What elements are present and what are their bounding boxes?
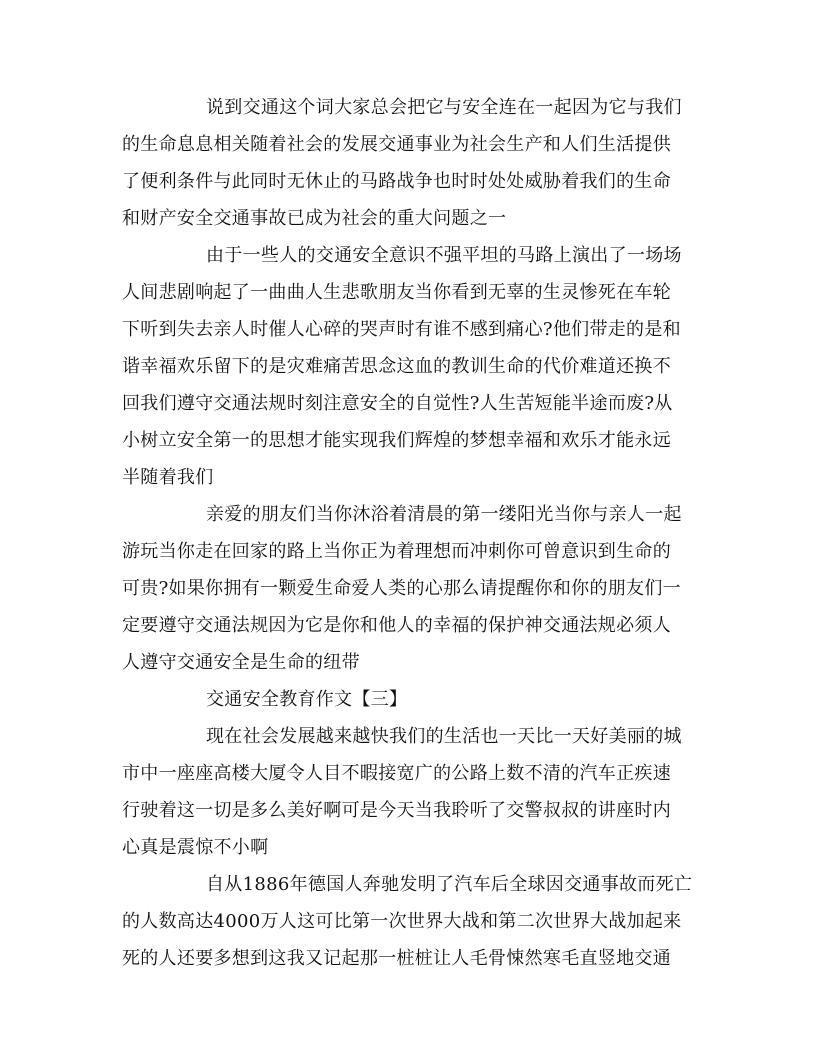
text-line: 定要遵守交通法规因为它是你和他人的幸福的保护神交通法规必须人 bbox=[122, 615, 671, 636]
text-line: 的生命息息相关随着社会的发展交通事业为社会生产和人们生活提供 bbox=[122, 134, 671, 155]
text-line: 由于一些人的交通安全意识不强平坦的马路上演出了一场场 bbox=[206, 245, 682, 266]
text-line: 谐幸福欢乐留下的是灾难痛苦思念这血的教训生命的代价难道还换不 bbox=[122, 356, 671, 377]
text-line: 了便利条件与此同时无休止的马路战争也时时处处威胁着我们的生命 bbox=[122, 171, 671, 192]
text-line: 和财产安全交通事故已成为社会的重大问题之一 bbox=[122, 208, 507, 229]
text-line: 心真是震惊不小啊 bbox=[122, 837, 269, 858]
text-line: 自从1886年德国人奔驰发明了汽车后全球因交通事故而死亡 bbox=[206, 874, 693, 895]
text-line: 小树立安全第一的思想才能实现我们辉煌的梦想幸福和欢乐才能永远 bbox=[122, 430, 671, 451]
text-line: 下听到失去亲人时催人心碎的哭声时有谁不感到痛心?他们带走的是和 bbox=[122, 319, 681, 340]
text-line: 现在社会发展越来越快我们的生活也一天比一天好美丽的城 bbox=[206, 726, 682, 747]
text-line: 市中一座座高楼大厦令人目不暇接宽广的公路上数不清的汽车正疾速 bbox=[122, 763, 671, 784]
text-line: 的人数高达4000万人这可比第一次世界大战和第二次世界大战加起来 bbox=[122, 911, 682, 932]
text-line: 游玩当你走在回家的路上当你正为着理想而冲刺你可曾意识到生命的 bbox=[122, 541, 671, 562]
text-line: 死的人还要多想到这我又记起那一桩桩让人毛骨悚然寒毛直竖地交通 bbox=[122, 948, 671, 969]
text-line: 说到交通这个词大家总会把它与安全连在一起因为它与我们 bbox=[206, 97, 682, 118]
text-line: 回我们遵守交通法规时刻注意安全的自觉性?人生苦短能半途而废?从 bbox=[122, 393, 673, 414]
text-line: 半随着我们 bbox=[122, 467, 214, 488]
section-heading: 交通安全教育作文【三】 bbox=[206, 689, 408, 710]
text-line: 人遵守交通安全是生命的纽带 bbox=[122, 652, 360, 673]
text-line: 行驶着这一切是多么美好啊可是今天当我聆听了交警叔叔的讲座时内 bbox=[122, 800, 671, 821]
text-line: 亲爱的朋友们当你沐浴着清晨的第一缕阳光当你与亲人一起 bbox=[206, 504, 682, 525]
text-line: 人间悲剧响起了一曲曲人生悲歌朋友当你看到无辜的生灵惨死在车轮 bbox=[122, 282, 671, 303]
text-line: 可贵?如果你拥有一颗爱生命爱人类的心那么请提醒你和你的朋友们一 bbox=[122, 578, 681, 599]
